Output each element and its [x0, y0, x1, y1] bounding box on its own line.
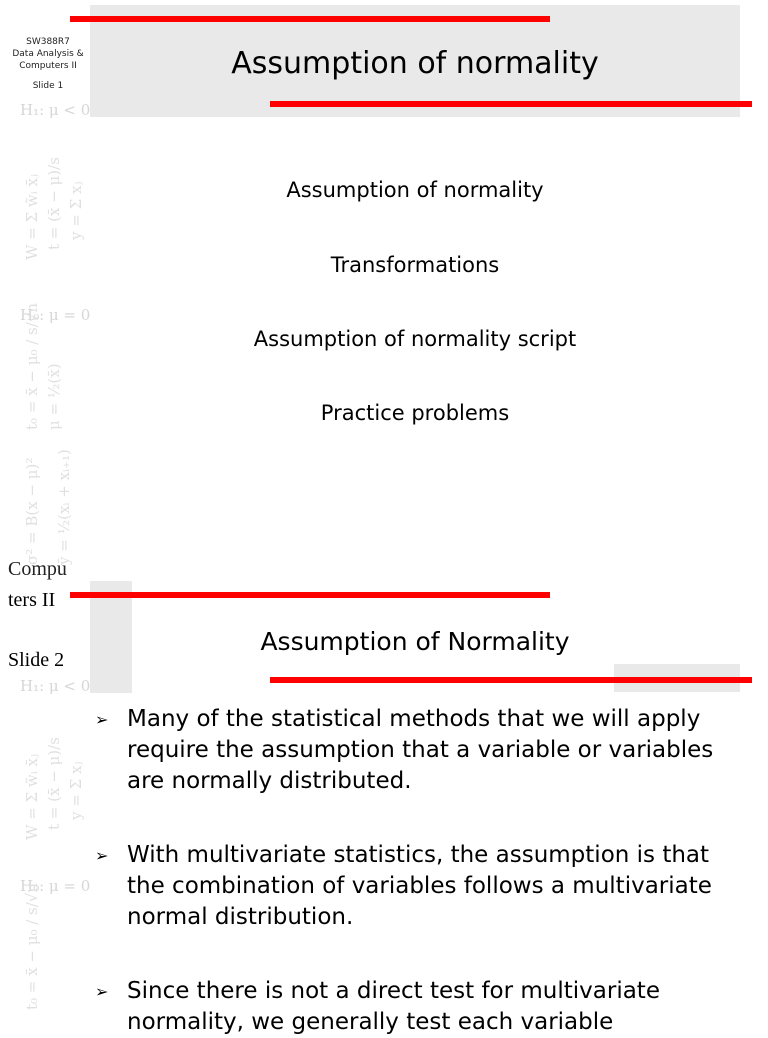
- hypothesis-h0: H₀: μ = 0: [20, 306, 91, 324]
- slide-2: [0, 558, 768, 1035]
- formula-decoration: ȳ = ½(xᵢ + xᵢ₊₁): [55, 449, 73, 565]
- agenda-item: Practice problems: [320, 401, 510, 425]
- formula-decoration: W = Σ w̃ᵢ x̄ⱼ: [23, 754, 41, 840]
- bullet-item: [95, 840, 735, 933]
- agenda-item: Assumption of normality: [286, 178, 544, 202]
- bullet-item: [95, 704, 735, 797]
- bullet-item: [95, 976, 735, 1038]
- course-code: SW388R7: [26, 37, 70, 47]
- formula-decoration: W = Σ w̃ᵢ x̄ⱼ: [23, 174, 41, 260]
- slide-title: Assumption of Normality: [260, 627, 570, 656]
- formula-decoration: y = Σ xⱼ: [67, 761, 85, 820]
- formula-decoration: t₀ = x̄ − μ₀ / s/√n: [23, 302, 41, 430]
- slide-title: Assumption of normality: [231, 46, 599, 81]
- arrow-bullet-icon: ➢: [95, 846, 109, 865]
- course-info: [0, 36, 96, 92]
- course-name-partial-top: Compu: [8, 558, 67, 580]
- arrow-bullet-icon: ➢: [95, 710, 109, 729]
- formula-decoration: t₀ = x̄ − μ₀ / s/√n: [23, 882, 41, 1010]
- hypothesis-h0: H₀: μ = 0: [20, 877, 91, 895]
- formula-decoration: t = (x̄ − μ)/s: [45, 157, 63, 250]
- formula-decoration: σ² = B(x − μ)²: [23, 457, 41, 565]
- arrow-bullet-icon: ➢: [95, 982, 109, 1001]
- formula-decoration: y = Σ xⱼ: [67, 181, 85, 240]
- course-name-line1: Data Analysis &: [12, 49, 84, 59]
- bullet-list: [95, 570, 745, 1035]
- hypothesis-h1: H₁: μ < 0: [20, 101, 91, 119]
- agenda-item: Assumption of normality script: [253, 327, 577, 351]
- slide-label: Slide 2: [8, 649, 65, 671]
- formula-decoration: μ = ½(x̄): [45, 363, 63, 430]
- bullet-text: Since there is not a direct test for multivariate normality, we generally test each variable: [127, 978, 660, 1035]
- formula-decoration: t = (x̄ − μ)/s: [45, 737, 63, 830]
- slide-label: Slide 1: [32, 81, 64, 91]
- agenda-list: [90, 0, 740, 570]
- formula-watermark: [14, 570, 91, 1024]
- hypothesis-h1: H₁: μ < 0: [20, 677, 91, 695]
- bullet-text: Many of the statistical methods that we will apply require the assumption that a variable or variables are normally distributed.: [127, 706, 714, 794]
- course-name-partial: ters II: [8, 589, 56, 611]
- course-name-line2: Computers II: [19, 61, 77, 71]
- bullet-text: With multivariate statistics, the assumption is that the combination of variables follows a multivariate normal distribution.: [127, 842, 712, 930]
- agenda-item: Transformations: [330, 253, 500, 277]
